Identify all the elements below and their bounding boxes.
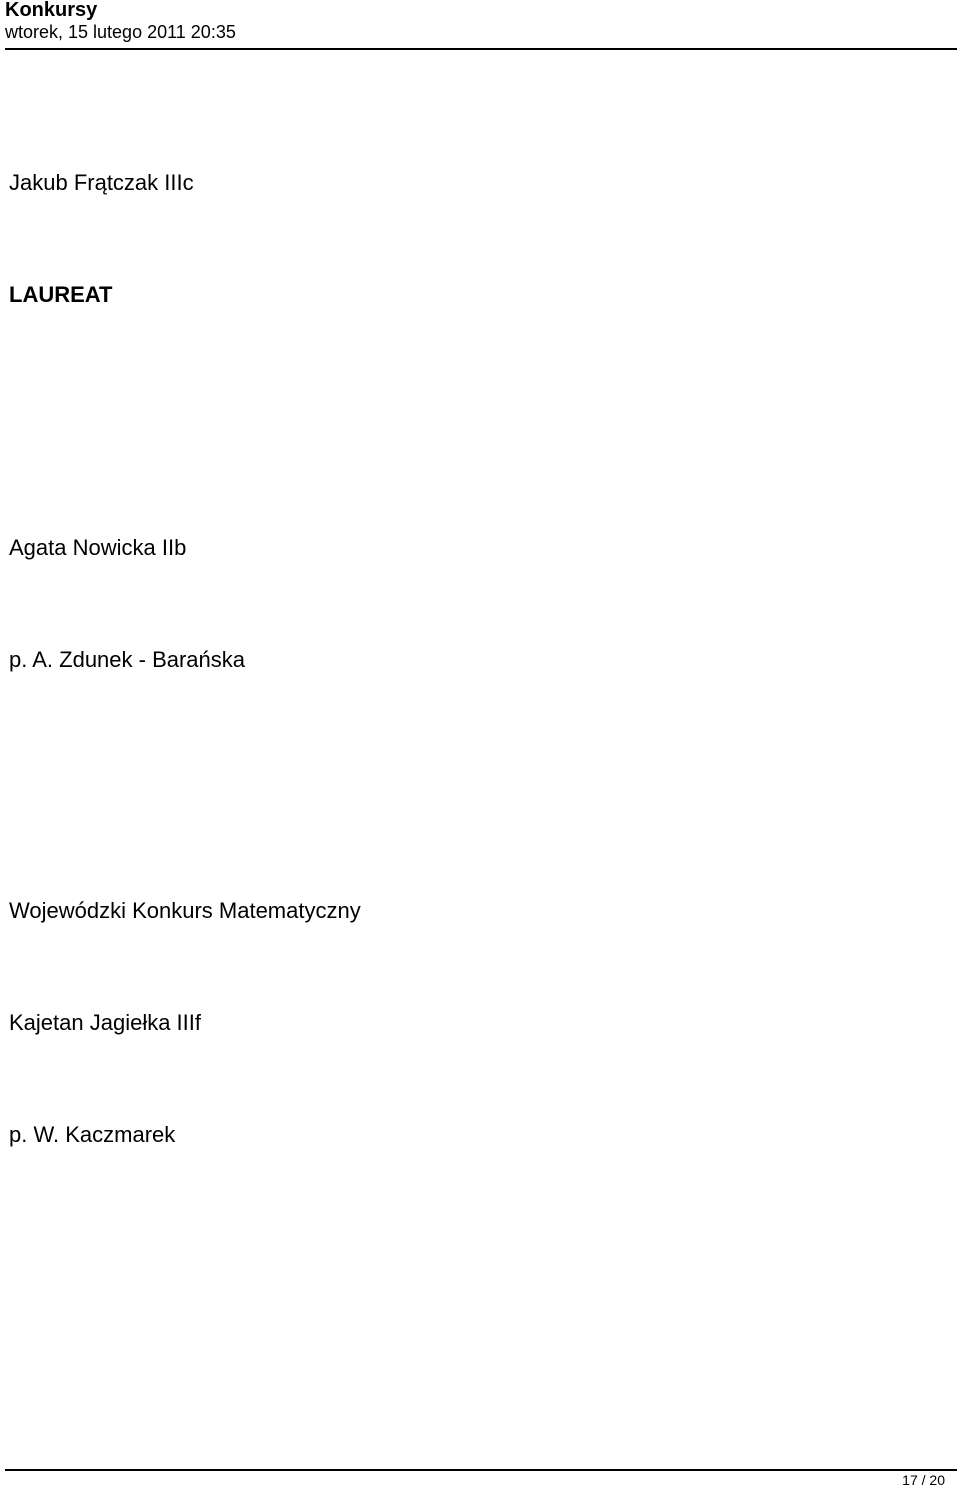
page-header [5, 0, 957, 50]
post-date: wtorek, 15 lutego 2011 20:35 [5, 22, 236, 42]
teacher-name: p. W. Kaczmarek [9, 1122, 176, 1147]
contest-name: Wojewódzki Konkurs Matematyczny [9, 898, 361, 923]
teacher-name: p. A. Zdunek - Barańska [9, 647, 246, 672]
award-label: LAUREAT [9, 282, 113, 307]
page-footer [5, 1469, 957, 1487]
page-title: Konkursy [5, 0, 98, 21]
student-name: Jakub Frątczak IIIc [9, 170, 194, 195]
student-name: Agata Nowicka IIb [9, 535, 187, 560]
student-name: Kajetan Jagiełka IIIf [9, 1010, 202, 1035]
page-number: 17 / 20 [902, 1472, 945, 1488]
